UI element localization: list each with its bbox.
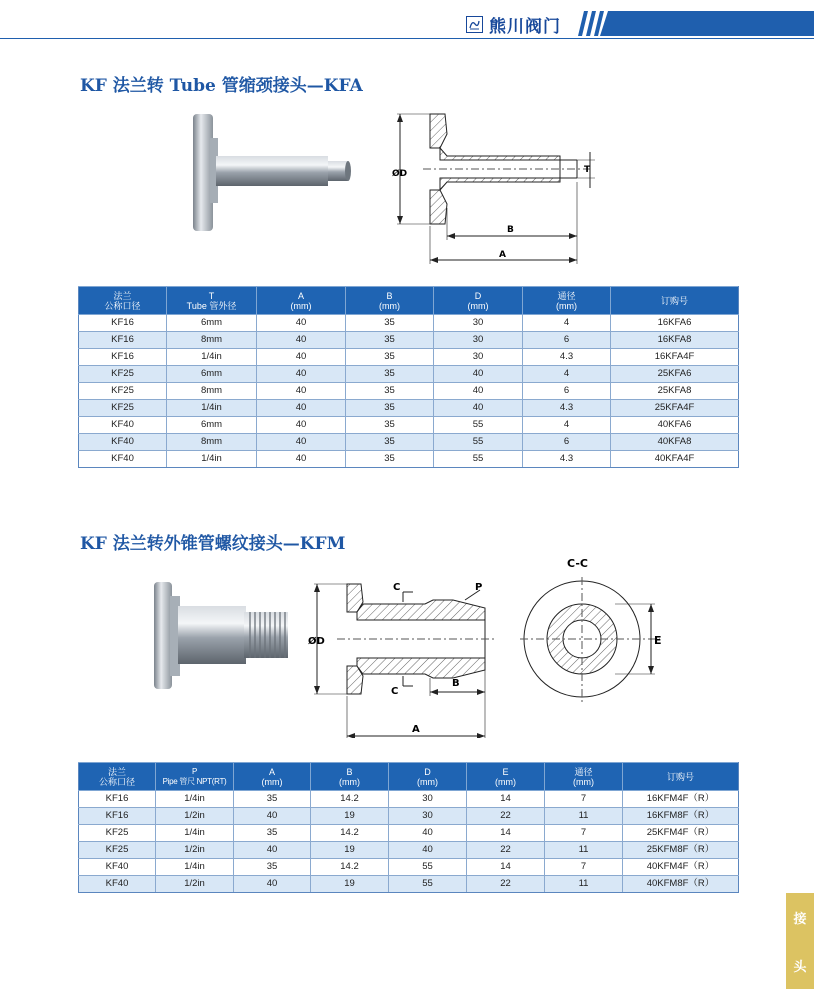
kfa-table-row [79,332,739,349]
kfa-table-row [79,383,739,400]
kfm-table-cell: 11 [545,876,623,893]
kfm-table-cell: 14 [467,825,545,842]
header-rule [0,38,814,39]
kfa-table-row [79,434,739,451]
kfa-table-row [79,315,739,332]
kfa-col-header: 订购号 [611,287,739,315]
kfm-dim-b: B [452,678,460,689]
kfm-table-cell: 1/4in [156,859,234,876]
kfm-table-cell: 14.2 [311,825,389,842]
kfm-table-cell: 35 [234,825,311,842]
kfa-table-cell: 30 [434,332,523,349]
kfa-table-cell: 4 [523,315,611,332]
side-tab-char: 头 [793,959,807,975]
kfa-table-cell: 8mm [167,383,257,400]
kfm-col-header: B (mm) [311,763,389,791]
kfm-dim-c-bottom: C [391,686,399,697]
kfa-table-cell: KF25 [79,383,167,400]
kfa-table-cell: 25KFA8 [611,383,739,400]
kfm-col-header: E (mm) [467,763,545,791]
kfm-table-cell: 40KFM4F（R） [623,859,739,876]
kfm-table-cell: 11 [545,808,623,825]
kfm-table-cell: 7 [545,791,623,808]
kfm-table-cell: 40 [389,842,467,859]
kfa-table-cell: 40 [434,400,523,417]
kfm-table-cell: KF25 [79,842,156,859]
kfm-table-cell: KF40 [79,859,156,876]
side-tab-connectors[interactable] [786,893,814,989]
kfm-technical-drawing [305,578,505,738]
kfm-col-header: P Pipe 管尺 NPT(RT) [156,763,234,791]
kfm-table-cell: 1/4in [156,791,234,808]
kfm-col-header: A (mm) [234,763,311,791]
kfm-table-cell: 40 [234,842,311,859]
kfm-table-cell: 16KFM4F（R） [623,791,739,808]
kfa-table-cell: 35 [346,366,434,383]
kfa-table-row [79,451,739,468]
kfa-table-cell: 16KFA4F [611,349,739,366]
kfa-table-cell: 40 [257,451,346,468]
kfa-table-row [79,366,739,383]
kfa-table-cell: 4 [523,366,611,383]
kfm-table-cell: 7 [545,825,623,842]
kfm-col-header: 法兰 公称口径 [79,763,156,791]
kfm-dim-p: P [475,582,483,593]
kfm-dim-d: ØD [308,636,325,647]
kfm-section-title: KF 法兰转外锥管螺纹接头—KFM [80,534,346,554]
kfa-table-cell: 4.3 [523,400,611,417]
kfa-technical-drawing [385,108,610,268]
kfa-table-cell: 4.3 [523,349,611,366]
kfa-table-cell: 1/4in [167,349,257,366]
kfm-cc-section-drawing [515,552,670,707]
kfa-table-cell: KF25 [79,366,167,383]
page-header [0,0,814,40]
kfa-table-cell: 35 [346,400,434,417]
kfm-table-row [79,791,739,808]
kfm-table-cell: 25KFM4F（R） [623,825,739,842]
kfa-table-cell: 40 [257,332,346,349]
kfa-table-cell: 35 [346,383,434,400]
brand-name: 熊川阀门 [489,17,561,37]
kfa-table-cell: 40 [257,366,346,383]
kfm-table-cell: 14.2 [311,791,389,808]
kfm-table-cell: 19 [311,876,389,893]
kfm-col-header: 订购号 [623,763,739,791]
kfm-table-cell: 35 [234,791,311,808]
kfa-table-cell: KF16 [79,315,167,332]
kfm-table-cell: 1/2in [156,842,234,859]
kfa-table-cell: 35 [346,349,434,366]
kfa-table-row [79,417,739,434]
kfm-table-row [79,825,739,842]
kfm-table-cell: 16KFM8F（R） [623,808,739,825]
kfa-table-cell: 40 [257,349,346,366]
kfa-table-cell: KF40 [79,434,167,451]
kfa-table-cell: 1/4in [167,400,257,417]
kfa-dim-t: T [584,165,591,175]
kfm-table-cell: 30 [389,791,467,808]
kfm-table-cell: 19 [311,808,389,825]
kfm-dim-cc: C-C [567,557,588,570]
kfm-table-cell: 14 [467,859,545,876]
kfm-table-cell: 55 [389,876,467,893]
kfa-table-cell: 55 [434,434,523,451]
kfm-table-cell: 11 [545,842,623,859]
kfa-table-row [79,349,739,366]
kfa-table-cell: 35 [346,332,434,349]
kfa-table-cell: 30 [434,315,523,332]
brand [466,12,561,37]
kfa-table-cell: 25KFA4F [611,400,739,417]
kfm-table-cell: 1/2in [156,808,234,825]
kfm-table-row [79,842,739,859]
kfa-table-cell: 40 [257,383,346,400]
kfm-dim-a: A [412,724,420,735]
kfa-table-cell: 8mm [167,434,257,451]
kfa-table-cell: 6mm [167,366,257,383]
kfa-table-cell: 40KFA6 [611,417,739,434]
kfa-table-cell: 40 [257,434,346,451]
kfa-table-cell: 1/4in [167,451,257,468]
kfm-table-cell: KF40 [79,876,156,893]
kfm-col-header: D (mm) [389,763,467,791]
kfm-table-cell: 35 [234,859,311,876]
kfa-table-cell: 35 [346,451,434,468]
kfm-table-cell: 22 [467,808,545,825]
kfm-table-cell: 1/2in [156,876,234,893]
kfa-col-header: 通径 (mm) [523,287,611,315]
kfm-table-cell: 14.2 [311,859,389,876]
kfa-col-header: D (mm) [434,287,523,315]
kfm-table-row [79,808,739,825]
kfa-col-header: B (mm) [346,287,434,315]
kfm-table-cell: 22 [467,842,545,859]
kfm-table-cell: KF16 [79,808,156,825]
kfa-header-row [79,287,739,315]
kfa-table-cell: 16KFA6 [611,315,739,332]
kfm-product-photo [150,578,300,693]
kfm-table-cell: 1/4in [156,825,234,842]
kfa-table-cell: 40 [434,366,523,383]
kfa-table-cell: 35 [346,417,434,434]
kfa-product-photo [180,108,355,233]
kfa-table-cell: KF16 [79,332,167,349]
kfa-table-cell: 40 [434,383,523,400]
kfa-table-cell: 6 [523,383,611,400]
kfa-table-cell: 55 [434,451,523,468]
kfm-table-cell: 55 [389,859,467,876]
kfa-col-header: 法兰 公称口径 [79,287,167,315]
kfm-table-cell: 40 [389,825,467,842]
kfm-table-cell: 40 [234,808,311,825]
kfa-table-cell: 6 [523,434,611,451]
kfa-dim-a: A [499,250,506,260]
kfa-dim-b: B [507,225,514,235]
kfa-table-cell: 6 [523,332,611,349]
kfm-table-cell: 7 [545,859,623,876]
kfm-table-cell: 14 [467,791,545,808]
kfm-table-cell: 30 [389,808,467,825]
kfa-table-cell: 6mm [167,315,257,332]
kfa-table-cell: 40KFA4F [611,451,739,468]
kfa-dim-d: ØD [392,169,408,179]
kfa-table-cell: 4.3 [523,451,611,468]
header-bar [600,11,814,36]
kfm-col-header: 通径 (mm) [545,763,623,791]
kfa-table-cell: 40 [257,315,346,332]
kfa-table-cell: KF25 [79,400,167,417]
kfa-table-cell: 25KFA6 [611,366,739,383]
kfa-col-header: A (mm) [257,287,346,315]
kfa-table-cell: 40 [257,417,346,434]
kfm-table-row [79,876,739,893]
kfm-dim-c-top: C [393,582,401,593]
kfm-table-cell: 40 [234,876,311,893]
kfm-header-row [79,763,739,791]
kfa-table-cell: 16KFA8 [611,332,739,349]
side-tab-char: 接 [793,911,807,927]
kfm-table-cell: 22 [467,876,545,893]
kfa-section-title: KF 法兰转 Tube 管缩颈接头—KFA [80,76,363,96]
kfa-table-cell: KF40 [79,451,167,468]
kfa-col-header: T Tube 管外径 [167,287,257,315]
kfm-dim-e: E [654,634,662,647]
brand-logo-icon [466,16,483,33]
kfa-table-row [79,400,739,417]
kfm-table-cell: 19 [311,842,389,859]
kfm-table-row [79,859,739,876]
kfa-table-cell: 35 [346,434,434,451]
kfa-table-cell: 55 [434,417,523,434]
kfa-table-cell: 35 [346,315,434,332]
kfa-table-cell: 30 [434,349,523,366]
kfa-table-cell: 40KFA8 [611,434,739,451]
kfa-table-cell: KF40 [79,417,167,434]
kfm-spec-table [78,762,739,893]
kfa-table-cell: 8mm [167,332,257,349]
kfa-table-cell: 6mm [167,417,257,434]
kfm-table-cell: 25KFM8F（R） [623,842,739,859]
kfa-spec-table [78,286,739,468]
kfm-table-cell: KF25 [79,825,156,842]
kfm-table-cell: KF16 [79,791,156,808]
kfa-table-cell: 4 [523,417,611,434]
kfa-table-cell: KF16 [79,349,167,366]
kfm-table-cell: 40KFM8F（R） [623,876,739,893]
kfa-table-cell: 40 [257,400,346,417]
